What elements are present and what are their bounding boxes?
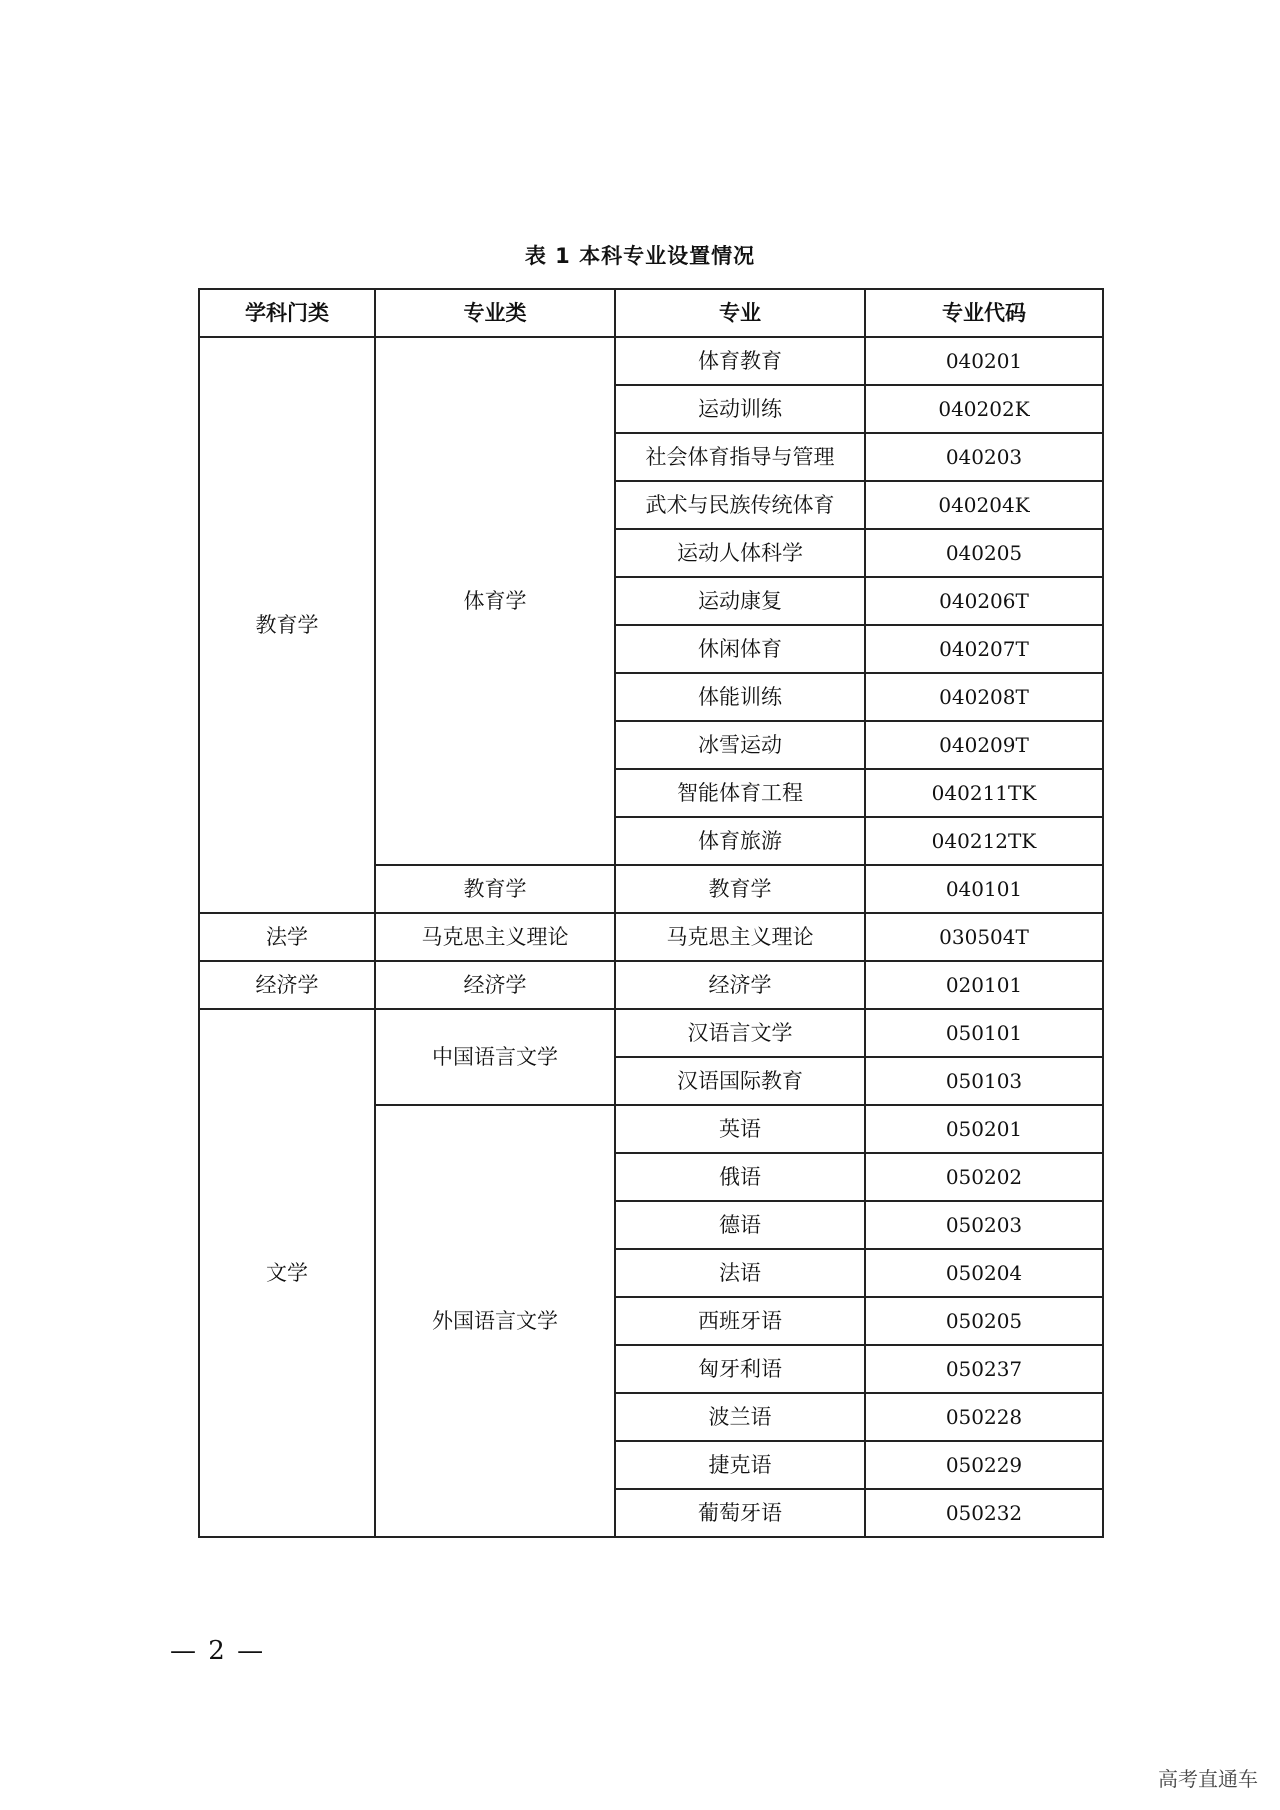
- major-name-cell: 汉语国际教育: [615, 1057, 865, 1105]
- table-header-row: [199, 289, 1103, 337]
- header-major-class: 专业类: [375, 289, 615, 337]
- major-code-cell: 050229: [865, 1441, 1103, 1489]
- discipline-cell: 经济学: [199, 961, 375, 1009]
- major-class-cell: 经济学: [375, 961, 615, 1009]
- major-name-cell: 体育旅游: [615, 817, 865, 865]
- major-code-cell: 040202K: [865, 385, 1103, 433]
- major-code-cell: 050232: [865, 1489, 1103, 1537]
- major-name-cell: 运动训练: [615, 385, 865, 433]
- major-class-cell: 外国语言文学: [375, 1105, 615, 1537]
- major-code-cell: 050228: [865, 1393, 1103, 1441]
- major-name-cell: 运动康复: [615, 577, 865, 625]
- major-code-cell: 050202: [865, 1153, 1103, 1201]
- major-code-cell: 040212TK: [865, 817, 1103, 865]
- major-code-cell: 050203: [865, 1201, 1103, 1249]
- major-code-cell: 050101: [865, 1009, 1103, 1057]
- major-code-cell: 040201: [865, 337, 1103, 385]
- major-class-cell: 中国语言文学: [375, 1009, 615, 1105]
- major-name-cell: 社会体育指导与管理: [615, 433, 865, 481]
- header-discipline: 学科门类: [199, 289, 375, 337]
- major-name-cell: 葡萄牙语: [615, 1489, 865, 1537]
- major-code-cell: 040207T: [865, 625, 1103, 673]
- major-name-cell: 匈牙利语: [615, 1345, 865, 1393]
- major-code-cell: 050237: [865, 1345, 1103, 1393]
- major-name-cell: 休闲体育: [615, 625, 865, 673]
- major-code-cell: 040209T: [865, 721, 1103, 769]
- major-name-cell: 法语: [615, 1249, 865, 1297]
- major-name-cell: 体育教育: [615, 337, 865, 385]
- major-name-cell: 捷克语: [615, 1441, 865, 1489]
- table-row: [199, 337, 1103, 385]
- major-code-cell: 030504T: [865, 913, 1103, 961]
- discipline-cell: 法学: [199, 913, 375, 961]
- table-caption: 表 1 本科专业设置情况: [524, 244, 756, 268]
- major-class-cell: 教育学: [375, 865, 615, 913]
- major-name-cell: 经济学: [615, 961, 865, 1009]
- major-code-cell: 050205: [865, 1297, 1103, 1345]
- major-code-cell: 050103: [865, 1057, 1103, 1105]
- major-code-cell: 040204K: [865, 481, 1103, 529]
- major-name-cell: 运动人体科学: [615, 529, 865, 577]
- major-class-cell: 马克思主义理论: [375, 913, 615, 961]
- table-row: [199, 913, 1103, 961]
- page-number: — 2 —: [170, 1636, 266, 1666]
- major-name-cell: 教育学: [615, 865, 865, 913]
- table-row: [199, 1009, 1103, 1057]
- header-major: 专业: [615, 289, 865, 337]
- major-name-cell: 俄语: [615, 1153, 865, 1201]
- watermark-text: 高考直通车: [1158, 1767, 1258, 1791]
- major-name-cell: 智能体育工程: [615, 769, 865, 817]
- major-name-cell: 波兰语: [615, 1393, 865, 1441]
- major-name-cell: 英语: [615, 1105, 865, 1153]
- majors-table-body: [199, 337, 1103, 1537]
- major-name-cell: 马克思主义理论: [615, 913, 865, 961]
- major-name-cell: 西班牙语: [615, 1297, 865, 1345]
- major-code-cell: 020101: [865, 961, 1103, 1009]
- major-name-cell: 体能训练: [615, 673, 865, 721]
- major-name-cell: 冰雪运动: [615, 721, 865, 769]
- major-code-cell: 040203: [865, 433, 1103, 481]
- major-name-cell: 武术与民族传统体育: [615, 481, 865, 529]
- major-code-cell: 040205: [865, 529, 1103, 577]
- major-code-cell: 040211TK: [865, 769, 1103, 817]
- header-major-code: 专业代码: [865, 289, 1103, 337]
- discipline-cell: 文学: [199, 1009, 375, 1537]
- major-code-cell: 050204: [865, 1249, 1103, 1297]
- major-code-cell: 040208T: [865, 673, 1103, 721]
- major-class-cell: 体育学: [375, 337, 615, 865]
- major-name-cell: 汉语言文学: [615, 1009, 865, 1057]
- major-code-cell: 050201: [865, 1105, 1103, 1153]
- major-code-cell: 040101: [865, 865, 1103, 913]
- majors-table: [198, 288, 1104, 1538]
- table-row: [199, 961, 1103, 1009]
- major-code-cell: 040206T: [865, 577, 1103, 625]
- major-name-cell: 德语: [615, 1201, 865, 1249]
- discipline-cell: 教育学: [199, 337, 375, 913]
